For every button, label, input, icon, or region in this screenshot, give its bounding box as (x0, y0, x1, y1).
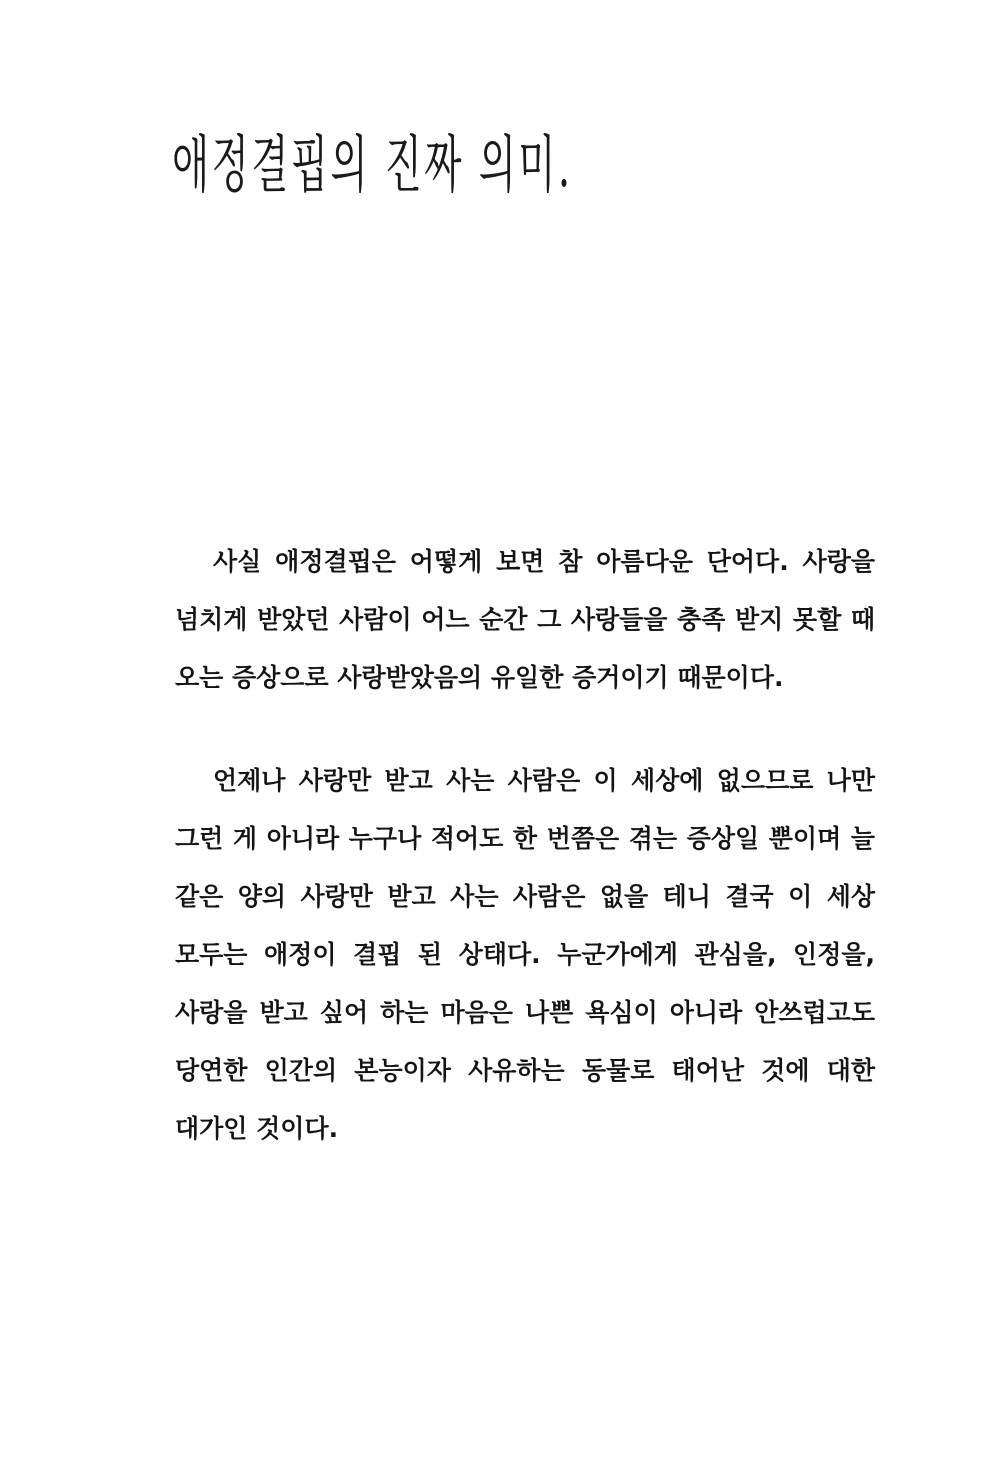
page-title: 애정결핍의 진짜 의미. (172, 128, 573, 201)
paragraph-2: 언제나 사랑만 받고 사는 사람은 이 세상에 없으므로 나만 그런 게 아니라 누구나 적어도 한 번쯤은 겪는 증상일 뿐이며 늘 같은 양의 사랑만 받고 사는 사람은 없을 테니 결국 이 세상 모두는 애정이 결핍 된 상태다. 누군가에게 관심을, 인정을, 사랑을 받고 싶어 하는 마음은 나쁜 욕심이 아니라 안쓰럽고도 당연한 인간의 본능이자 사유하는 동물로 태어난 것에 대한 대가인 것이다. (175, 766, 875, 1143)
paragraph-1: 사실 애정결핍은 어떻게 보면 참 아름다운 단어다. 사랑을 넘치게 받았던 사람이 어느 순간 그 사랑들을 충족 받지 못할 때 오는 증상으로 사랑받았음의 유일한 증거이기 때문이다. (175, 547, 875, 692)
